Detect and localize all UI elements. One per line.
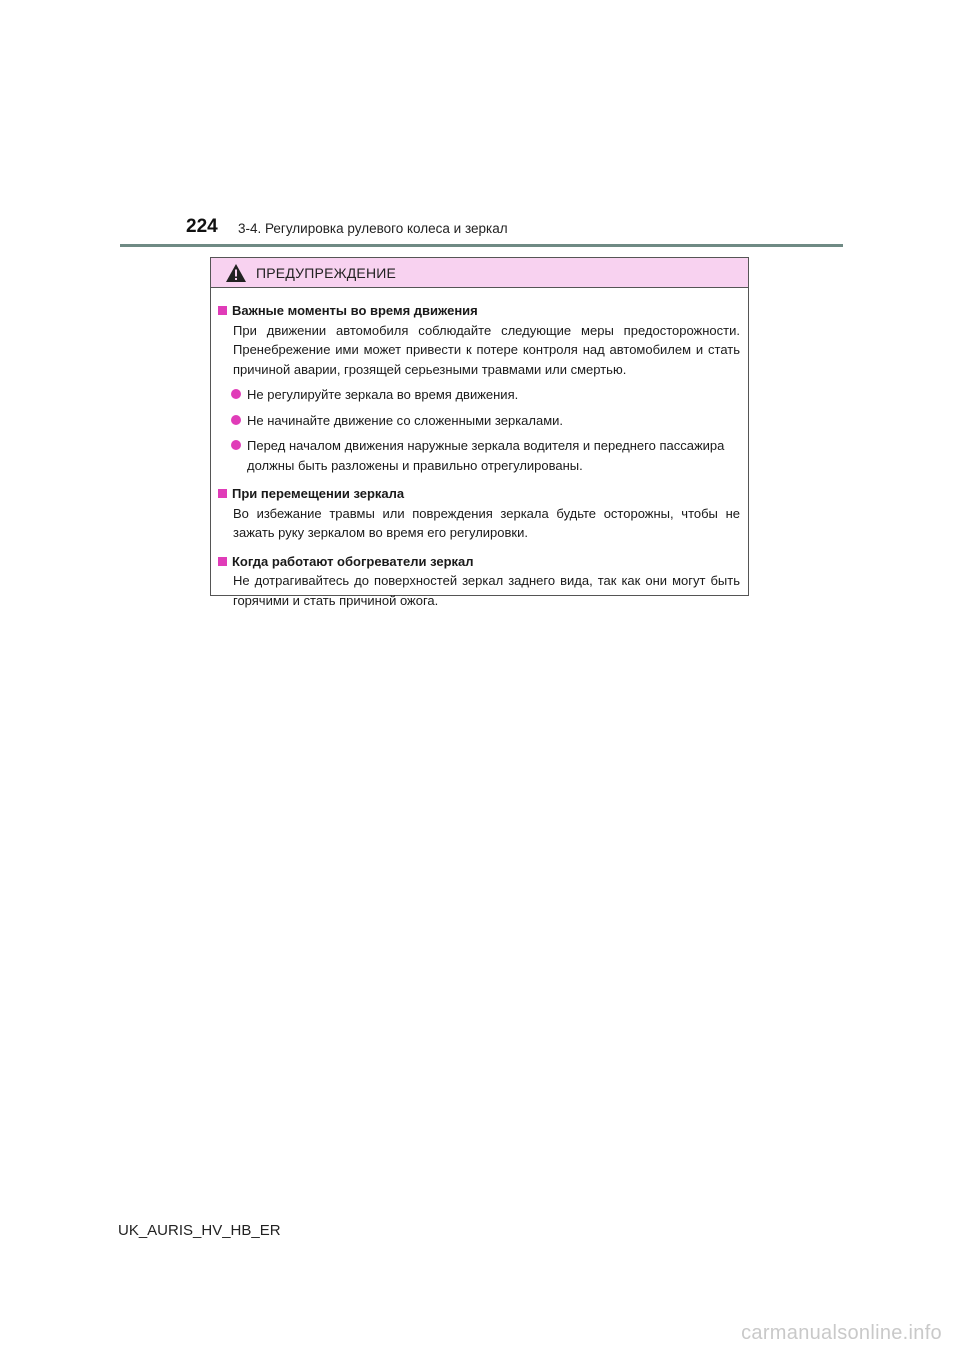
warning-box [210,257,749,608]
dot-bullet-icon [231,440,241,450]
header-rule [120,244,843,247]
warning-body [211,288,748,610]
dot-bullet-icon [231,389,241,399]
item-heading: Важные моменты во время движения [218,301,740,321]
item-heading: При перемещении зеркала [218,484,740,504]
item-heading: Когда работают обогреватели зеркал [218,552,740,572]
footer-code: UK_AURIS_HV_HB_ER [118,1222,281,1239]
item-text: При движении автомобиля соблюдайте следующие меры предосторожности. Пренебрежение ими может привести к потере контроля над автомобилем и стать причиной аварии, грозящей серьезными травмами или смертью. [233,322,740,377]
section-title: 3-4. Регулировка рулевого колеса и зеркал [238,221,508,236]
list-item: Не регулируйте зеркала во время движения. [231,385,740,405]
warning-title: ПРЕДУПРЕЖДЕНИЕ [256,264,397,281]
square-bullet-icon [218,489,227,498]
page-number: 224 [186,216,218,237]
item-text: Не дотрагивайтесь до поверхностей зеркал заднего вида, так как они могут быть горячими и стать причиной ожога. [233,573,740,608]
square-bullet-icon [218,557,227,566]
list-item: Не начинайте движение со сложенными зеркалами. [231,411,740,431]
watermark: carmanualsonline.info [741,1322,942,1344]
warning-triangle-icon [225,263,247,283]
item-text: Во избежание травмы или повреждения зеркала будьте осторожны, чтобы не зажать руку зеркалом во время его регулировки. [233,505,740,540]
warning-header [211,258,748,288]
square-bullet-icon [218,306,227,315]
list-item: Перед началом движения наружные зеркала водителя и переднего пассажира должны быть разложены и правильно отрегулированы. [231,436,740,475]
dot-bullet-icon [231,415,241,425]
